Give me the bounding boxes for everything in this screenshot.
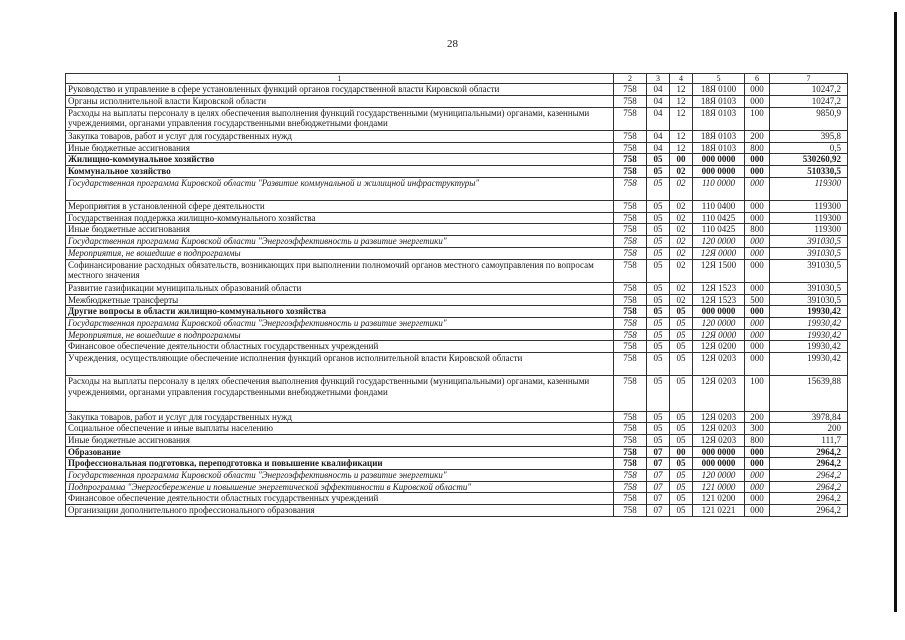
column-header: 5 (693, 74, 745, 84)
row-section-code: 05 (647, 224, 670, 236)
row-amount: 19930,42 (770, 353, 848, 376)
row-expense-type: 000 (745, 458, 770, 470)
row-subsection-code: 05 (670, 434, 693, 446)
row-ministry-code: 758 (614, 166, 647, 178)
column-header: 7 (770, 74, 848, 84)
row-name: Жилищно-коммунальное хозяйство (66, 154, 614, 166)
row-name: Софинансирование расходных обязательств, возникающих при выполнении полномочий органов местного самоуправления по вопросам местного значения (66, 259, 614, 282)
row-amount: 2964,2 (770, 493, 848, 505)
row-section-code: 05 (647, 306, 670, 318)
row-name: Органы исполнительной власти Кировской области (66, 95, 614, 107)
row-name: Межбюджетные трансферты (66, 294, 614, 306)
row-expense-type: 200 (745, 411, 770, 423)
row-subsection-code: 05 (670, 341, 693, 353)
table-row (66, 247, 848, 259)
column-header: 1 (66, 74, 614, 84)
row-section-code: 05 (647, 434, 670, 446)
row-target-article: 12Я 0203 (693, 353, 745, 376)
row-subsection-code: 02 (670, 259, 693, 282)
row-amount: 391030,5 (770, 259, 848, 282)
row-target-article: 110 0000 (693, 177, 745, 200)
row-ministry-code: 758 (614, 353, 647, 376)
row-ministry-code: 758 (614, 294, 647, 306)
row-amount: 111,7 (770, 434, 848, 446)
table-row (66, 446, 848, 458)
row-section-code: 05 (647, 329, 670, 341)
row-subsection-code: 02 (670, 166, 693, 178)
row-section-code: 05 (647, 247, 670, 259)
table-row (66, 434, 848, 446)
row-amount: 15639,88 (770, 376, 848, 411)
row-expense-type: 000 (745, 493, 770, 505)
row-name: Другие вопросы в области жилищно-коммунального хозяйства (66, 306, 614, 318)
row-expense-type: 000 (745, 247, 770, 259)
row-name: Финансовое обеспечение деятельности областных государственных учреждений (66, 341, 614, 353)
row-ministry-code: 758 (614, 95, 647, 107)
row-expense-type: 000 (745, 95, 770, 107)
column-header: 4 (670, 74, 693, 84)
row-section-code: 05 (647, 166, 670, 178)
row-target-article: 12Я 0203 (693, 376, 745, 411)
row-expense-type: 100 (745, 107, 770, 130)
row-section-code: 05 (647, 376, 670, 411)
row-subsection-code: 00 (670, 154, 693, 166)
row-ministry-code: 758 (614, 282, 647, 294)
table-row (66, 493, 848, 505)
row-target-article: 120 0000 (693, 469, 745, 481)
row-name: Мероприятия, не вошедшие в подпрограммы (66, 329, 614, 341)
row-subsection-code: 05 (670, 317, 693, 329)
row-amount: 10247,2 (770, 84, 848, 96)
row-ministry-code: 758 (614, 236, 647, 248)
column-header: 6 (745, 74, 770, 84)
row-name: Учреждения, осуществляющие обеспечение исполнения функций органов исполнительной власти Кировской области (66, 353, 614, 376)
row-name: Организации дополнительного профессионального образования (66, 505, 614, 517)
row-expense-type: 800 (745, 434, 770, 446)
table-row (66, 166, 848, 178)
row-amount: 3978,84 (770, 411, 848, 423)
row-subsection-code: 02 (670, 294, 693, 306)
row-ministry-code: 758 (614, 341, 647, 353)
row-name: Расходы на выплаты персоналу в целях обеспечения выполнения функций государственными (муниципальными) органами, казенными учреждениями, органами управления государственными внебюджетными фондами (66, 376, 614, 411)
row-subsection-code: 05 (670, 423, 693, 435)
row-ministry-code: 758 (614, 376, 647, 411)
row-amount: 2964,2 (770, 446, 848, 458)
row-subsection-code: 05 (670, 306, 693, 318)
row-name: Государственная поддержка жилищно-коммунального хозяйства (66, 212, 614, 224)
row-ministry-code: 758 (614, 469, 647, 481)
table-row (66, 107, 848, 130)
row-ministry-code: 758 (614, 224, 647, 236)
row-ministry-code: 758 (614, 411, 647, 423)
row-section-code: 05 (647, 353, 670, 376)
row-amount: 19930,42 (770, 329, 848, 341)
table-row (66, 353, 848, 376)
row-name: Закупка товаров, работ и услуг для государственных нужд (66, 130, 614, 142)
row-amount: 2964,2 (770, 505, 848, 517)
row-name: Иные бюджетные ассигнования (66, 142, 614, 154)
table-row (66, 130, 848, 142)
row-expense-type: 000 (745, 353, 770, 376)
table-row (66, 458, 848, 470)
row-section-code: 05 (647, 259, 670, 282)
row-ministry-code: 758 (614, 317, 647, 329)
row-target-article: 18Я 0103 (693, 95, 745, 107)
row-subsection-code: 05 (670, 329, 693, 341)
scan-edge-bar (894, 12, 897, 612)
row-expense-type: 200 (745, 130, 770, 142)
row-target-article: 121 0000 (693, 481, 745, 493)
row-subsection-code: 05 (670, 505, 693, 517)
row-ministry-code: 758 (614, 130, 647, 142)
row-subsection-code: 12 (670, 84, 693, 96)
row-target-article: 12Я 0203 (693, 423, 745, 435)
row-amount: 19930,42 (770, 317, 848, 329)
row-section-code: 05 (647, 411, 670, 423)
row-ministry-code: 758 (614, 306, 647, 318)
row-target-article: 121 0221 (693, 505, 745, 517)
row-section-code: 05 (647, 423, 670, 435)
row-section-code: 07 (647, 505, 670, 517)
row-name: Иные бюджетные ассигнования (66, 434, 614, 446)
row-target-article: 000 0000 (693, 306, 745, 318)
row-expense-type: 000 (745, 505, 770, 517)
row-target-article: 18Я 0103 (693, 130, 745, 142)
row-expense-type: 000 (745, 481, 770, 493)
row-section-code: 07 (647, 481, 670, 493)
row-target-article: 12Я 0000 (693, 329, 745, 341)
row-expense-type: 500 (745, 294, 770, 306)
row-expense-type: 000 (745, 317, 770, 329)
table-row (66, 142, 848, 154)
row-subsection-code: 02 (670, 201, 693, 213)
row-section-code: 05 (647, 341, 670, 353)
row-target-article: 12Я 0203 (693, 434, 745, 446)
table-row (66, 423, 848, 435)
row-target-article: 121 0200 (693, 493, 745, 505)
row-section-code: 05 (647, 154, 670, 166)
row-subsection-code: 12 (670, 142, 693, 154)
row-ministry-code: 758 (614, 423, 647, 435)
table-row (66, 411, 848, 423)
row-target-article: 120 0000 (693, 317, 745, 329)
row-section-code: 07 (647, 458, 670, 470)
row-amount: 2964,2 (770, 481, 848, 493)
row-target-article: 12Я 0200 (693, 341, 745, 353)
row-ministry-code: 758 (614, 458, 647, 470)
row-target-article: 18Я 0103 (693, 107, 745, 130)
row-section-code: 07 (647, 446, 670, 458)
row-ministry-code: 758 (614, 177, 647, 200)
row-ministry-code: 758 (614, 154, 647, 166)
table-row (66, 212, 848, 224)
row-target-article: 12Я 1523 (693, 294, 745, 306)
row-subsection-code: 12 (670, 95, 693, 107)
row-section-code: 04 (647, 130, 670, 142)
row-ministry-code: 758 (614, 481, 647, 493)
row-amount: 119300 (770, 201, 848, 213)
row-ministry-code: 758 (614, 434, 647, 446)
row-target-article: 110 0425 (693, 224, 745, 236)
table-row (66, 294, 848, 306)
row-amount: 2964,2 (770, 469, 848, 481)
row-subsection-code: 12 (670, 107, 693, 130)
row-ministry-code: 758 (614, 142, 647, 154)
row-subsection-code: 05 (670, 458, 693, 470)
row-target-article: 110 0400 (693, 201, 745, 213)
row-name: Государственная программа Кировской области "Развитие коммунальной и жилищной инфраструктуры" (66, 177, 614, 200)
row-subsection-code: 12 (670, 130, 693, 142)
row-subsection-code: 05 (670, 353, 693, 376)
row-subsection-code: 00 (670, 446, 693, 458)
row-subsection-code: 02 (670, 236, 693, 248)
row-name: Расходы на выплаты персоналу в целях обеспечения выполнения функций государственными (муниципальными) органами, казенными учреждениями, органами управления государственными внебюджетными фондами (66, 107, 614, 130)
row-subsection-code: 02 (670, 247, 693, 259)
row-target-article: 18Я 0100 (693, 84, 745, 96)
table-row (66, 95, 848, 107)
row-name: Государственная программа Кировской области "Энергоэффективность и развитие энергетики" (66, 317, 614, 329)
row-expense-type: 000 (745, 259, 770, 282)
row-target-article: 12Я 0000 (693, 247, 745, 259)
row-amount: 391030,5 (770, 247, 848, 259)
column-number-row (66, 74, 848, 84)
table-row (66, 154, 848, 166)
row-expense-type: 000 (745, 177, 770, 200)
row-section-code: 04 (647, 142, 670, 154)
row-section-code: 04 (647, 95, 670, 107)
budget-table-body (66, 74, 848, 517)
row-section-code: 05 (647, 212, 670, 224)
row-expense-type: 000 (745, 341, 770, 353)
column-header: 2 (614, 74, 647, 84)
table-row (66, 306, 848, 318)
table-row (66, 282, 848, 294)
row-subsection-code: 05 (670, 493, 693, 505)
row-subsection-code: 02 (670, 212, 693, 224)
table-row (66, 341, 848, 353)
table-row (66, 259, 848, 282)
row-ministry-code: 758 (614, 329, 647, 341)
row-target-article: 000 0000 (693, 166, 745, 178)
row-name: Финансовое обеспечение деятельности областных государственных учреждений (66, 493, 614, 505)
row-subsection-code: 02 (670, 282, 693, 294)
budget-table (65, 73, 848, 517)
table-row (66, 84, 848, 96)
table-row (66, 236, 848, 248)
row-name: Руководство и управление в сфере установленных функций органов государственной власти Кировской области (66, 84, 614, 96)
row-amount: 0,5 (770, 142, 848, 154)
row-ministry-code: 758 (614, 259, 647, 282)
row-target-article: 000 0000 (693, 446, 745, 458)
table-row (66, 224, 848, 236)
row-section-code: 05 (647, 177, 670, 200)
table-row (66, 376, 848, 411)
row-section-code: 05 (647, 201, 670, 213)
row-amount: 9850,9 (770, 107, 848, 130)
row-amount: 200 (770, 423, 848, 435)
row-section-code: 05 (647, 317, 670, 329)
table-row (66, 329, 848, 341)
row-ministry-code: 758 (614, 201, 647, 213)
row-subsection-code: 02 (670, 224, 693, 236)
table-row (66, 505, 848, 517)
row-amount: 395,8 (770, 130, 848, 142)
row-expense-type: 100 (745, 376, 770, 411)
row-subsection-code: 05 (670, 469, 693, 481)
row-amount: 391030,5 (770, 282, 848, 294)
row-subsection-code: 05 (670, 376, 693, 411)
row-ministry-code: 758 (614, 247, 647, 259)
row-expense-type: 000 (745, 282, 770, 294)
row-target-article: 12Я 1500 (693, 259, 745, 282)
row-expense-type: 000 (745, 212, 770, 224)
row-target-article: 000 0000 (693, 458, 745, 470)
row-name: Государственная программа Кировской области "Энергоэффективность и развитие энергетики" (66, 469, 614, 481)
row-amount: 19930,42 (770, 341, 848, 353)
row-ministry-code: 758 (614, 84, 647, 96)
row-ministry-code: 758 (614, 446, 647, 458)
row-amount: 19930,42 (770, 306, 848, 318)
row-subsection-code: 05 (670, 411, 693, 423)
row-amount: 510330,5 (770, 166, 848, 178)
row-amount: 119300 (770, 212, 848, 224)
row-name: Подпрограмма "Энергосбережение и повышение энергетической эффективности в Кировской области" (66, 481, 614, 493)
row-name: Закупка товаров, работ и услуг для государственных нужд (66, 411, 614, 423)
row-expense-type: 000 (745, 236, 770, 248)
row-expense-type: 800 (745, 224, 770, 236)
row-name: Мероприятия в установленной сфере деятельности (66, 201, 614, 213)
row-expense-type: 000 (745, 446, 770, 458)
row-name: Развитие газификации муниципальных образований области (66, 282, 614, 294)
row-ministry-code: 758 (614, 505, 647, 517)
row-expense-type: 300 (745, 423, 770, 435)
row-expense-type: 000 (745, 201, 770, 213)
row-section-code: 05 (647, 294, 670, 306)
row-expense-type: 000 (745, 166, 770, 178)
row-amount: 530260,92 (770, 154, 848, 166)
row-name: Образование (66, 446, 614, 458)
row-section-code: 04 (647, 107, 670, 130)
row-name: Иные бюджетные ассигнования (66, 224, 614, 236)
row-subsection-code: 05 (670, 481, 693, 493)
row-ministry-code: 758 (614, 212, 647, 224)
table-row (66, 201, 848, 213)
row-name: Социальное обеспечение и иные выплаты населению (66, 423, 614, 435)
row-section-code: 07 (647, 493, 670, 505)
row-name: Коммунальное хозяйство (66, 166, 614, 178)
row-name: Государственная программа Кировской области "Энергоэффективность и развитие энергетики" (66, 236, 614, 248)
row-amount: 10247,2 (770, 95, 848, 107)
row-target-article: 120 0000 (693, 236, 745, 248)
row-expense-type: 000 (745, 469, 770, 481)
table-row (66, 469, 848, 481)
row-section-code: 04 (647, 84, 670, 96)
row-section-code: 05 (647, 282, 670, 294)
row-amount: 119300 (770, 177, 848, 200)
row-amount: 119300 (770, 224, 848, 236)
row-target-article: 18Я 0103 (693, 142, 745, 154)
row-name: Мероприятия, не вошедшие в подпрограммы (66, 247, 614, 259)
row-section-code: 07 (647, 469, 670, 481)
table-row (66, 177, 848, 200)
row-target-article: 12Я 1523 (693, 282, 745, 294)
row-subsection-code: 02 (670, 177, 693, 200)
row-target-article: 110 0425 (693, 212, 745, 224)
page-number: 28 (447, 38, 458, 50)
row-target-article: 12Я 0203 (693, 411, 745, 423)
column-header: 3 (647, 74, 670, 84)
row-amount: 391030,5 (770, 236, 848, 248)
row-expense-type: 800 (745, 142, 770, 154)
row-name: Профессиональная подготовка, переподготовка и повышение квалификации (66, 458, 614, 470)
row-amount: 2964,2 (770, 458, 848, 470)
table-row (66, 481, 848, 493)
row-expense-type: 000 (745, 84, 770, 96)
row-expense-type: 000 (745, 306, 770, 318)
row-ministry-code: 758 (614, 493, 647, 505)
row-expense-type: 000 (745, 154, 770, 166)
row-ministry-code: 758 (614, 107, 647, 130)
row-target-article: 000 0000 (693, 154, 745, 166)
table-row (66, 317, 848, 329)
row-expense-type: 000 (745, 329, 770, 341)
row-amount: 391030,5 (770, 294, 848, 306)
row-section-code: 05 (647, 236, 670, 248)
